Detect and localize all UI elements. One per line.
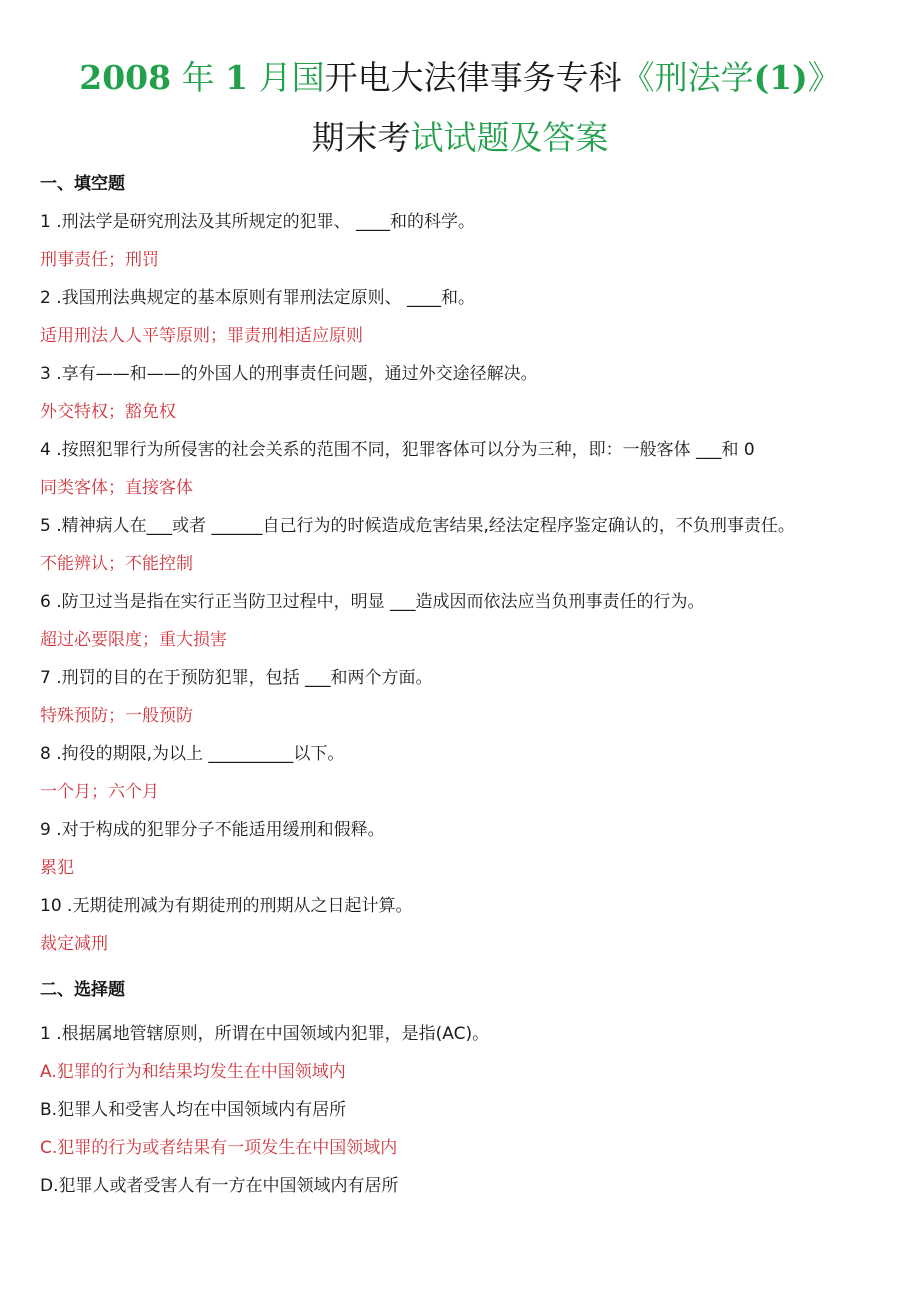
fill-answer-2: 适用刑法人人平等原则；罪责刑相适应原则 — [40, 326, 363, 346]
title-year: 2008 — [79, 58, 172, 97]
title-mid: 开电大法律事务专科 — [324, 58, 622, 97]
fill-question-10: 10 .无期徒刑减为有期徒刑的刑期从之日起计算。 — [40, 896, 413, 916]
title-book-open: 《刑法学 — [621, 58, 754, 97]
section-heading-choice: 二、选择题 — [40, 980, 125, 1000]
choice-option-c: C.犯罪的行为或者结果有一项发生在中国领域内 — [40, 1138, 398, 1158]
fill-answer-8: 一个月；六个月 — [40, 782, 159, 802]
fill-question-5: 5 .精神病人在___或者 ______自己行为的时候造成危害结果,经法定程序鉴定确认的，不负刑事责任。 — [40, 516, 795, 536]
section-heading-fill: 一、填空题 — [40, 174, 125, 194]
fill-question-7: 7 .刑罚的目的在于预防犯罪，包括 ___和两个方面。 — [40, 668, 433, 688]
title-book-close: 》 — [807, 58, 841, 97]
fill-answer-3: 外交特权；豁免权 — [40, 402, 176, 422]
fill-question-9: 9 .对于构成的犯罪分子不能适用缓刑和假释。 — [40, 820, 385, 840]
choice-question-1: 1 .根据属地管辖原则，所谓在中国领域内犯罪，是指(AC)。 — [40, 1024, 490, 1044]
title-month-char: 月国 — [258, 58, 325, 97]
fill-question-1: 1 .刑法学是研究刑法及其所规定的犯罪、 ____和的科学。 — [40, 212, 476, 232]
fill-answer-7: 特殊预防；一般预防 — [40, 706, 193, 726]
choice-option-d: D.犯罪人或者受害人有一方在中国领域内有居所 — [40, 1176, 399, 1196]
fill-question-4: 4 .按照犯罪行为所侵害的社会关系的范围不同，犯罪客体可以分为三种，即：一般客体 ___和 0 — [40, 440, 755, 460]
title-line2-green: 试试题及答案 — [410, 118, 609, 157]
fill-answer-6: 超过必要限度；重大损害 — [40, 630, 227, 650]
document-title-line-2 — [0, 116, 920, 160]
choice-option-b: B.犯罪人和受害人均在中国领域内有居所 — [40, 1100, 347, 1120]
fill-question-2: 2 .我国刑法典规定的基本原则有罪刑法定原则、 ____和。 — [40, 288, 476, 308]
fill-question-3: 3 .享有——和——的外国人的刑事责任问题，通过外交途径解决。 — [40, 364, 538, 384]
title-book-num: (1) — [753, 58, 808, 97]
fill-question-6: 6 .防卫过当是指在实行正当防卫过程中，明显 ___造成因而依法应当负刑事责任的行为。 — [40, 592, 705, 612]
fill-answer-9: 累犯 — [40, 858, 74, 878]
fill-answer-1: 刑事责任；刑罚 — [40, 250, 159, 270]
fill-answer-10: 裁定减刑 — [40, 934, 108, 954]
title-year-char: 年 — [181, 58, 215, 97]
choice-option-a: A.犯罪的行为和结果均发生在中国领域内 — [40, 1062, 346, 1082]
fill-question-8: 8 .拘役的期限,为以上 __________以下。 — [40, 744, 345, 764]
title-month: 1 — [225, 58, 249, 97]
fill-answer-4: 同类客体；直接客体 — [40, 478, 193, 498]
document-title-line-1 — [0, 56, 920, 100]
fill-answer-5: 不能辨认；不能控制 — [40, 554, 193, 574]
title-line2-dark: 期末考 — [311, 118, 411, 157]
